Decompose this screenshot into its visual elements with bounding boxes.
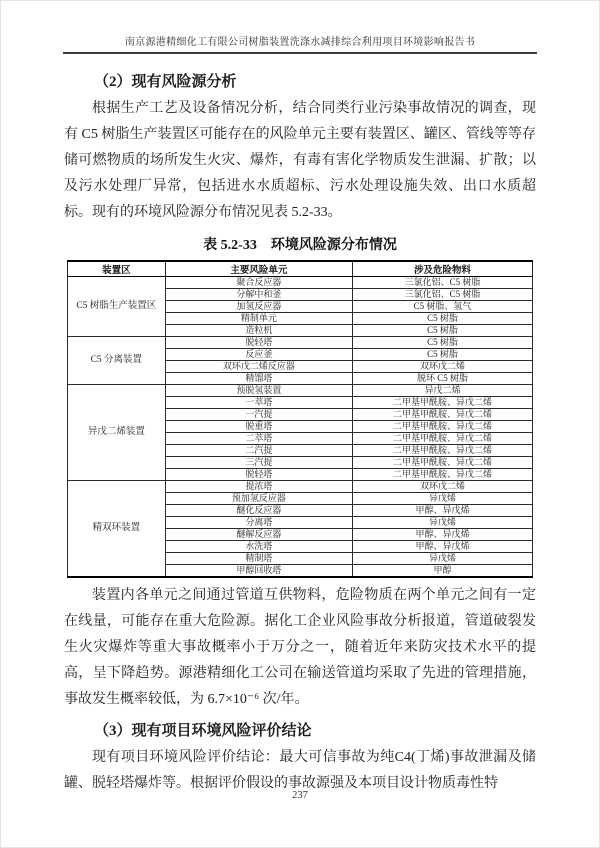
hazard-material-cell: C5 树脂 xyxy=(353,325,533,337)
hazard-material-cell: 二甲基甲酰胺、异戊二烯 xyxy=(353,421,533,433)
hazard-material-cell: 双环戊二烯 xyxy=(353,361,533,373)
hazard-material-cell: 异戊二烯 xyxy=(353,385,533,397)
hazard-material-cell: 二甲基甲酰胺、异戊二烯 xyxy=(353,409,533,421)
column-header-0: 装置区 xyxy=(68,261,166,277)
risk-unit-cell: 醚化反应器 xyxy=(165,505,352,517)
risk-unit-cell: 二萃塔 xyxy=(165,433,352,445)
table-row xyxy=(68,277,533,289)
area-cell: C5 分离装置 xyxy=(68,337,166,385)
risk-unit-cell: 精馏塔 xyxy=(165,373,352,385)
hazard-material-cell: 三氯化铝、C5 树脂 xyxy=(353,289,533,301)
risk-unit-cell: 二汽提 xyxy=(165,445,352,457)
area-cell: 异戊二烯装置 xyxy=(68,385,166,481)
hazard-material-cell: 二甲基甲酰胺、异戊二烯 xyxy=(353,433,533,445)
risk-unit-cell: 分离塔 xyxy=(165,517,352,529)
hazard-material-cell: C5 树脂 xyxy=(353,337,533,349)
risk-table-header xyxy=(68,261,533,277)
risk-unit-cell: 提浓塔 xyxy=(165,481,352,493)
page-number: 237 xyxy=(292,790,308,801)
hazard-material-cell: 甲醇、异戊烯 xyxy=(353,529,533,541)
section-3-heading: （3）现有项目环境风险评价结论 xyxy=(94,723,312,739)
table-title: 表 5.2-33 环境风险源分布情况 xyxy=(203,238,397,253)
hazard-material-cell: 异戊烯 xyxy=(353,493,533,505)
header-rule xyxy=(63,52,537,54)
hazard-material-cell: 甲醇、异戊烯 xyxy=(353,541,533,553)
risk-unit-cell: 预加氢反应器 xyxy=(165,493,352,505)
table-row xyxy=(68,385,533,397)
paragraph-pipeline-risk: 装置内各单元之间通过管道互供物料，危险物质在两个单元之间有一定在线量，可能存在重大危险源。据化工企业风险事故分析报道，管道破裂发生火灾爆炸等重大事故概率小于万分之一，随着近年来防灾技术水平的提高，呈下降趋势。源港精细化工公司在输送管道均采取了先进的管理措施，事故发生概率较低，为 6.7×10⁻⁶ 次/年。 xyxy=(64,588,536,707)
hazard-material-cell: 异戊烯 xyxy=(353,553,533,565)
risk-unit-cell: 反应釜 xyxy=(165,349,352,361)
column-header-2: 涉及危险物料 xyxy=(353,261,533,277)
risk-unit-cell: 三汽提 xyxy=(165,457,352,469)
hazard-material-cell: 双环戊二烯 xyxy=(353,481,533,493)
risk-unit-cell: 脱轻塔 xyxy=(165,337,352,349)
hazard-material-cell: 甲醇 xyxy=(353,565,533,578)
table-row xyxy=(68,337,533,349)
hazard-material-cell: 二甲基甲酰胺、异戊二烯 xyxy=(353,469,533,481)
hazard-material-cell: C5 树脂 xyxy=(353,349,533,361)
column-header-1: 主要风险单元 xyxy=(165,261,352,277)
risk-unit-cell: 脱重塔 xyxy=(165,421,352,433)
paragraph-risk-conclusion: 现有项目环境风险评价结论：最大可信事故为纯C4(丁烯)事故泄漏及储罐、脱轻塔爆炸等。根据评价假设的事故源强及本项目设计物质毒性特 xyxy=(64,750,536,791)
page-body xyxy=(1,70,599,797)
hazard-material-cell: 甲醇、异戊烯 xyxy=(353,505,533,517)
risk-unit-cell: 一汽提 xyxy=(165,409,352,421)
risk-unit-cell: 精制单元 xyxy=(165,313,352,325)
risk-unit-cell: 加氢反应器 xyxy=(165,301,352,313)
hazard-material-cell: 二甲基甲酰胺、异戊二烯 xyxy=(353,457,533,469)
risk-unit-cell: 醚解反应器 xyxy=(165,529,352,541)
risk-unit-cell: 水洗塔 xyxy=(165,541,352,553)
hazard-material-cell: 脱环 C5 树脂 xyxy=(353,373,533,385)
risk-unit-cell: 造粒机 xyxy=(165,325,352,337)
area-cell: C5 树脂生产装置区 xyxy=(68,277,166,337)
hazard-material-cell: C5 树脂、氢气 xyxy=(353,301,533,313)
risk-source-table xyxy=(67,260,533,578)
risk-unit-cell: 精制塔 xyxy=(165,553,352,565)
hazard-material-cell: 二甲基甲酰胺、异戊二烯 xyxy=(353,445,533,457)
risk-unit-cell: 预脱氢装置 xyxy=(165,385,352,397)
hazard-material-cell: 二甲基甲酰胺、异戊二烯 xyxy=(353,397,533,409)
risk-unit-cell: 一萃塔 xyxy=(165,397,352,409)
hazard-material-cell: 三氯化铝、C5 树脂 xyxy=(353,277,533,289)
section-2-heading: （2）现有风险源分析 xyxy=(94,74,237,90)
risk-unit-cell: 脱轻塔 xyxy=(165,469,352,481)
area-cell: 精双环装置 xyxy=(68,481,166,578)
risk-unit-cell: 甲醇回收塔 xyxy=(165,565,352,578)
hazard-material-cell: C5 树脂 xyxy=(353,313,533,325)
paragraph-risk-source-analysis: 根据生产工艺及设备情况分析，结合同类行业污染事故情况的调查，现有 C5 树脂生产装置区可能存在的风险单元主要有装置区、罐区、管线等等存储可燃物质的场所发生火灾、爆炸，有毒有害化学物质发生泄漏、扩散；以及污水处理厂异常，包括进水水质超标、污水处理设施失效、出口水质超标。现有的环境风险源分布情况见表 5.2-33。 xyxy=(64,101,536,220)
table-row xyxy=(68,481,533,493)
risk-unit-cell: 双环戊二烯反应器 xyxy=(165,361,352,373)
risk-unit-cell: 分解中和釜 xyxy=(165,289,352,301)
risk-unit-cell: 聚合反应器 xyxy=(165,277,352,289)
hazard-material-cell: 异戊烯 xyxy=(353,517,533,529)
running-header-title: 南京源港精细化工有限公司树脂装置洗涤水减排综合利用项目环境影响报告书 xyxy=(124,37,476,48)
